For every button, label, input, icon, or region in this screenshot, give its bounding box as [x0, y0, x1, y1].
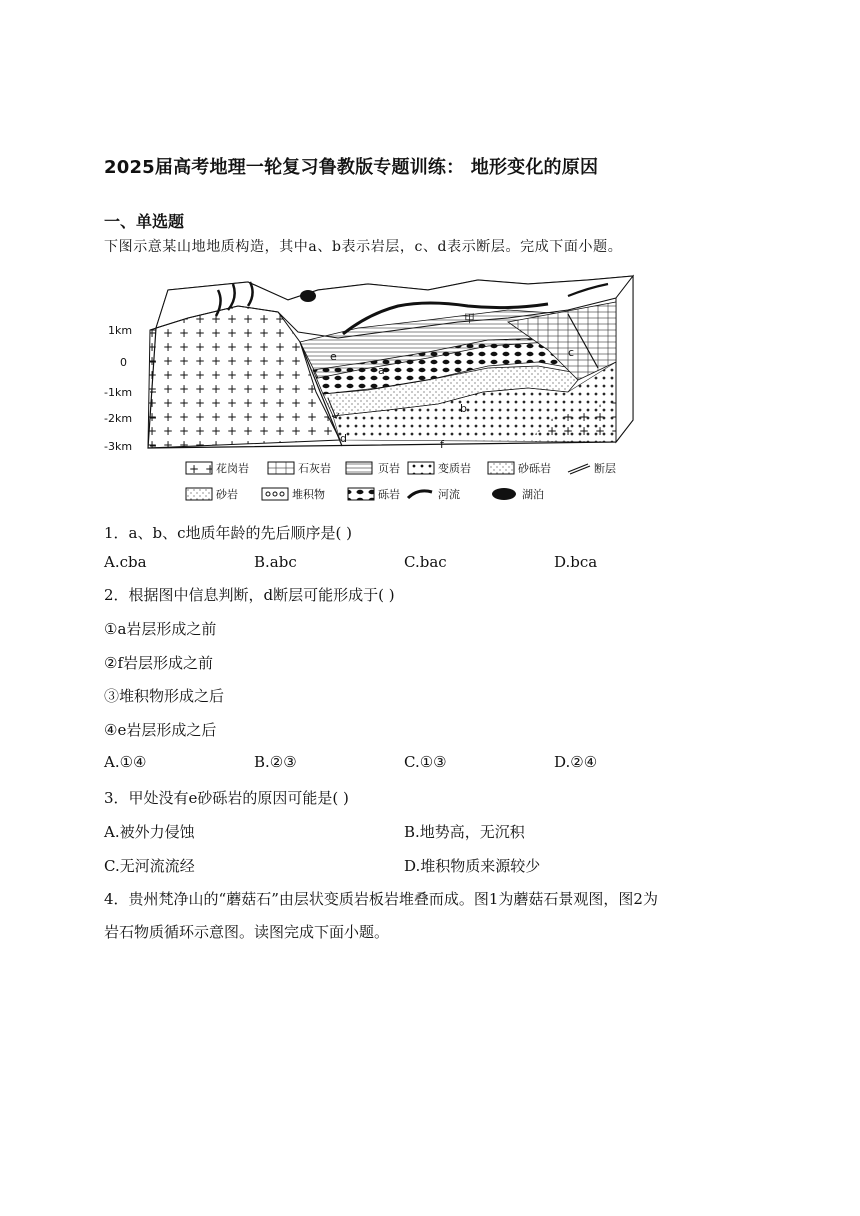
q2-statement-2: ②f岩层形成之前: [104, 654, 213, 672]
legend-gravel-rock-swatch: [348, 488, 374, 500]
intro-text: 下图示意某山地地质构造，其中a、b表示岩层，c、d表示断层。完成下面小题。: [104, 239, 623, 255]
label-c: c: [568, 346, 575, 359]
legend-river: 河流: [438, 488, 460, 501]
q1-option-c: C.bac: [404, 553, 447, 571]
q2-option-d: D.②④: [554, 753, 598, 771]
q2-option-a: A.①④: [104, 753, 147, 771]
q1-option-b: B.abc: [254, 553, 297, 571]
q3-option-d: D.堆积物质来源较少: [404, 857, 541, 875]
legend-sandstone: 砂岩: [216, 488, 238, 501]
legend-limestone: 石灰岩: [298, 462, 331, 475]
legend-conglomerate-sandstone: 砂砾岩: [518, 462, 551, 475]
legend-fault: 断层: [594, 462, 616, 475]
legend-shale: 页岩: [378, 462, 400, 475]
depth-label-minus3km: -3km: [104, 440, 133, 453]
q3-option-c: C.无河流流经: [104, 857, 195, 875]
question-4-stem: 4．贵州梵净山的“蘑菇石”由层状变质岩板岩堆叠而成。图1为蘑菇石景观图，图2为: [104, 890, 658, 908]
question-3-stem: 3．甲处没有e砂砾岩的原因可能是( ): [104, 789, 349, 807]
q3-option-a: A.被外力侵蚀: [104, 823, 195, 841]
legend-shale-swatch: [346, 462, 372, 474]
question-4-stem-continued: 岩石物质循环示意图。读图完成下面小题。: [104, 923, 390, 941]
q1-option-d: D.bca: [554, 553, 598, 571]
label-a: a: [378, 364, 385, 377]
depth-label-0: 0: [120, 356, 127, 369]
section-heading: 一、单选题: [104, 212, 185, 231]
depth-label-minus2km: -2km: [104, 412, 133, 425]
depth-label-1km: 1km: [108, 324, 133, 337]
legend-conglomerate-sandstone-swatch: [488, 462, 514, 474]
q2-option-b: B.②③: [254, 753, 297, 771]
q1-option-a: A.cba: [104, 553, 147, 571]
legend-metamorphic: 变质岩: [438, 462, 471, 475]
q2-option-c: C.①③: [404, 753, 447, 771]
label-d: d: [340, 432, 347, 445]
label-b: b: [460, 402, 467, 415]
label-f: f: [440, 438, 444, 451]
q3-option-b: B.地势高，无沉积: [404, 823, 525, 841]
legend-limestone-swatch: [268, 462, 294, 474]
label-jia: 甲: [464, 312, 475, 325]
lake-icon: [492, 488, 516, 500]
legend-gravel-rock: 砾岩: [378, 488, 400, 501]
geology-figure: [104, 270, 644, 510]
legend-lake: 湖泊: [522, 488, 544, 501]
q2-statement-1: ①a岩层形成之前: [104, 620, 217, 638]
depth-label-minus1km: -1km: [104, 386, 133, 399]
fault-icon: [568, 464, 590, 474]
river-icon: [408, 491, 432, 498]
legend-granite-swatch: [186, 462, 212, 474]
legend-granite: 花岗岩: [216, 462, 249, 475]
page-title: 2025届高考地理一轮复习鲁教版专题训练： 地形变化的原因: [104, 157, 599, 178]
q2-statement-4: ④e岩层形成之后: [104, 721, 217, 739]
legend-deposit: 堆积物: [292, 488, 325, 501]
legend-sandstone-swatch: [186, 488, 212, 500]
question-1-stem: 1．a、b、c地质年龄的先后顺序是( ): [104, 524, 352, 542]
q2-statement-3: ③堆积物形成之后: [104, 687, 225, 705]
label-e: e: [330, 350, 337, 363]
question-2-stem: 2．根据图中信息判断，d断层可能形成于( ): [104, 586, 395, 604]
legend-metamorphic-swatch: [408, 462, 434, 474]
